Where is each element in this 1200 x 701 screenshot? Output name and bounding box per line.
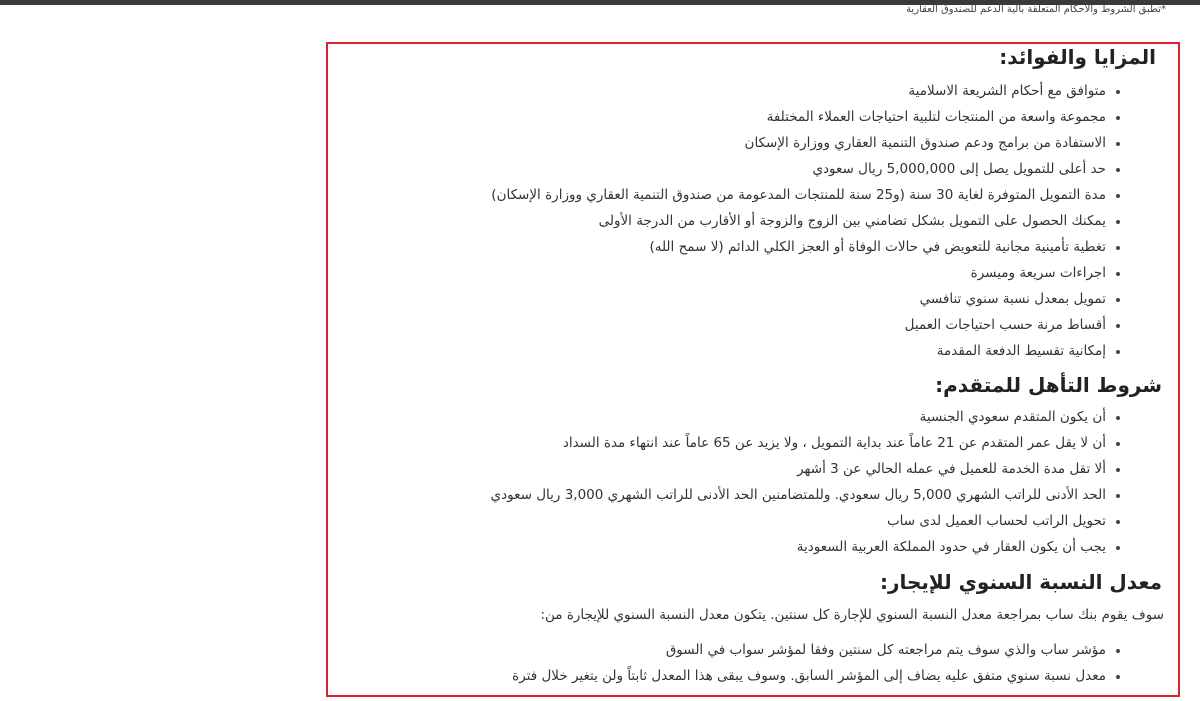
- annual-rate-title: معدل النسبة السنوي للإيجار:: [879, 570, 1162, 594]
- list-item: • إمكانية تقسيط الدفعة المقدمة: [328, 338, 1106, 364]
- list-item: • أقساط مرنة حسب احتياجات العميل: [328, 312, 1106, 338]
- list-item: • اجراءات سريعة وميسرة: [328, 260, 1106, 286]
- annual-rate-description: سوف يقوم بنك ساب بمراجعة معدل النسبة السنوي للإجارة كل سنتين. يتكون معدل النسبة السنوي للإيجارة من:: [540, 607, 1164, 623]
- list-item: • معدل نسبة سنوي متفق عليه يضاف إلى المؤشر السابق. وسوف يبقى هذا المعدل ثابتاً ولن يتغير خلال فترة: [328, 663, 1106, 689]
- list-item: • يمكنك الحصول على التمويل بشكل تضامني بين الزوج والزوجة أو الأقارب من الدرجة الأولى: [328, 208, 1106, 234]
- benefits-list: [328, 78, 1178, 364]
- list-item: • الحد الأدنى للراتب الشهري 5,000 ريال سعودي. وللمتضامنين الحد الأدنى للراتب الشهري 3,000 ريال سعودي: [328, 482, 1106, 508]
- list-item: • مؤشر ساب والذي سوف يتم مراجعته كل سنتين وفقا لمؤشر سواب في السوق: [328, 637, 1106, 663]
- eligibility-title: شروط التأهل للمتقدم:: [935, 373, 1162, 397]
- list-item: • أن لا يقل عمر المتقدم عن 21 عاماً عند بداية التمويل ، ولا يزيد عن 65 عاماً عند انتهاء مدة السداد: [328, 430, 1106, 456]
- eligibility-list: [328, 404, 1178, 560]
- list-item: • تحويل الراتب لحساب العميل لدى ساب: [328, 508, 1106, 534]
- terms-footnote: *تطبق الشروط والأحكام المتعلقة بآلية الدعم للصندوق العقارية: [906, 4, 1166, 15]
- list-item: • مدة التمويل المتوفرة لغاية 30 سنة (و25 سنة للمنتجات المدعومة من صندوق التنمية العقاري ووزارة الإسكان): [328, 182, 1106, 208]
- list-item: • حد أعلى للتمويل يصل إلى 5,000,000 ريال سعودي: [328, 156, 1106, 182]
- list-item: • الاستفادة من برامج ودعم صندوق التنمية العقاري ووزارة الإسكان: [328, 130, 1106, 156]
- list-item: • أن يكون المتقدم سعودي الجنسية: [328, 404, 1106, 430]
- list-item: • تغطية تأمينية مجانية للتعويض في حالات الوفاة أو العجز الكلي الدائم (لا سمح الله): [328, 234, 1106, 260]
- list-item: • متوافق مع أحكام الشريعة الاسلامية: [328, 78, 1106, 104]
- list-item: • ألا تقل مدة الخدمة للعميل في عمله الحالي عن 3 أشهر: [328, 456, 1106, 482]
- list-item: • يجب أن يكون العقار في حدود المملكة العربية السعودية: [328, 534, 1106, 560]
- list-item: • تمويل بمعدل نسبة سنوي تنافسي: [328, 286, 1106, 312]
- list-item: • مجموعة واسعة من المنتجات لتلبية احتياجات العملاء المختلفة: [328, 104, 1106, 130]
- benefits-title: المزايا والفوائد:: [999, 45, 1156, 69]
- annual-rate-list: [328, 637, 1178, 689]
- product-details-panel: [326, 42, 1180, 697]
